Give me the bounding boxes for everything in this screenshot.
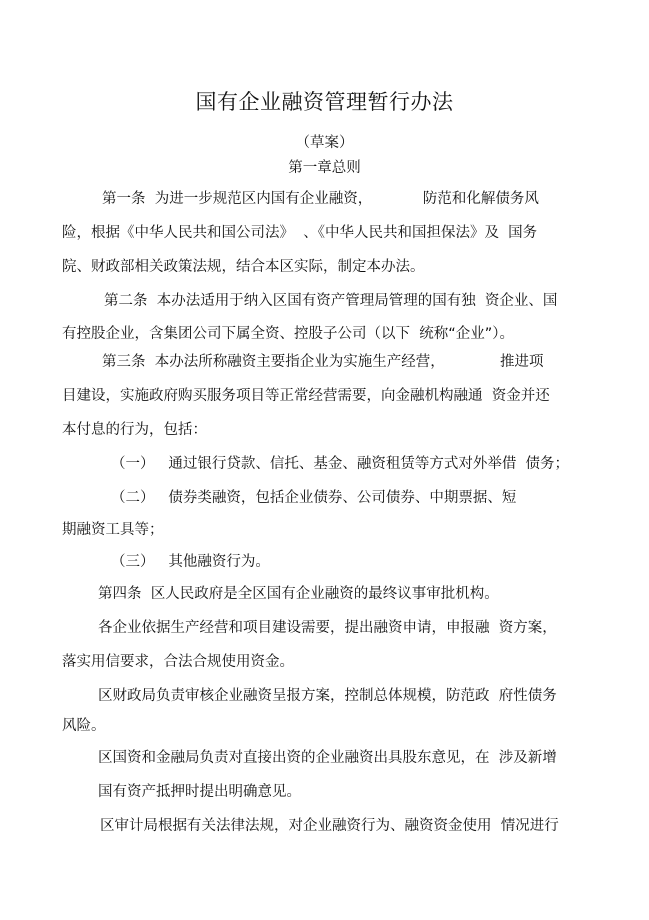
text-line: 各企业依据生产经营和项目建设需要，提出融资申请，申报融 资方案， [98, 620, 557, 636]
text-line: 第四条 区人民政府是全区国有企业融资的最终议事审批机构。 [98, 586, 499, 602]
document-subtitle: （草案） [295, 135, 354, 151]
text-line: 风险。 [62, 718, 106, 734]
text-line: 区国资和金融局负责对直接出资的企业融资出具股东意见，在 涉及新增 [98, 750, 557, 766]
text-line: 本付息的行为，包括： [62, 422, 207, 438]
text-line: 院、财政部相关政策法规，结合本区实际，制定本办法。 [62, 259, 425, 275]
text-line: 期融资工具等； [62, 522, 164, 538]
text-line: 区审计局根据有关法律法规，对企业融资行为、融资资金使用 情况进行 [100, 818, 559, 834]
text-line: 第二条 本办法适用于纳入区国有资产管理局管理的国有独 资企业、国 [104, 293, 558, 309]
text-line: （二） 债券类融资，包括企业债券、公司债券、中期票据、短 [111, 490, 517, 506]
text-line: 第一条 为进一步规范区内国有企业融资， 防范和化解债务风 [102, 191, 539, 207]
chapter-heading: 第一章总则 [288, 160, 361, 176]
text-line: 目建设，实施政府购买服务项目等正常经营需要，向金融机构融通 资金并还 [62, 388, 550, 404]
text-line: 第三条 本办法所称融资主要指企业为实施生产经营， 推进项 [102, 354, 544, 370]
text-line: （一） 通过银行贷款、信托、基金、融资租赁等方式对外举借 债务； [111, 456, 570, 472]
text-line: 落实用信要求，合法合规使用资金。 [62, 654, 294, 670]
text-line: 险，根据《中华人民共和国公司法》 、《中华人民共和国担保法》及 国务 [62, 225, 538, 241]
document-title: 国有企业融资管理暂行办法 [195, 90, 454, 114]
text-line: 国有资产抵押时提出明确意见。 [98, 784, 301, 800]
text-line: 区财政局负责审核企业融资呈报方案，控制总体规模，防范政 府性债务 [98, 688, 557, 704]
text-line: （三） 其他融资行为。 [111, 554, 270, 570]
text-line: 有控股企业，含集团公司下属全资、控股子公司（以下 统称“企业”）。 [62, 326, 514, 342]
